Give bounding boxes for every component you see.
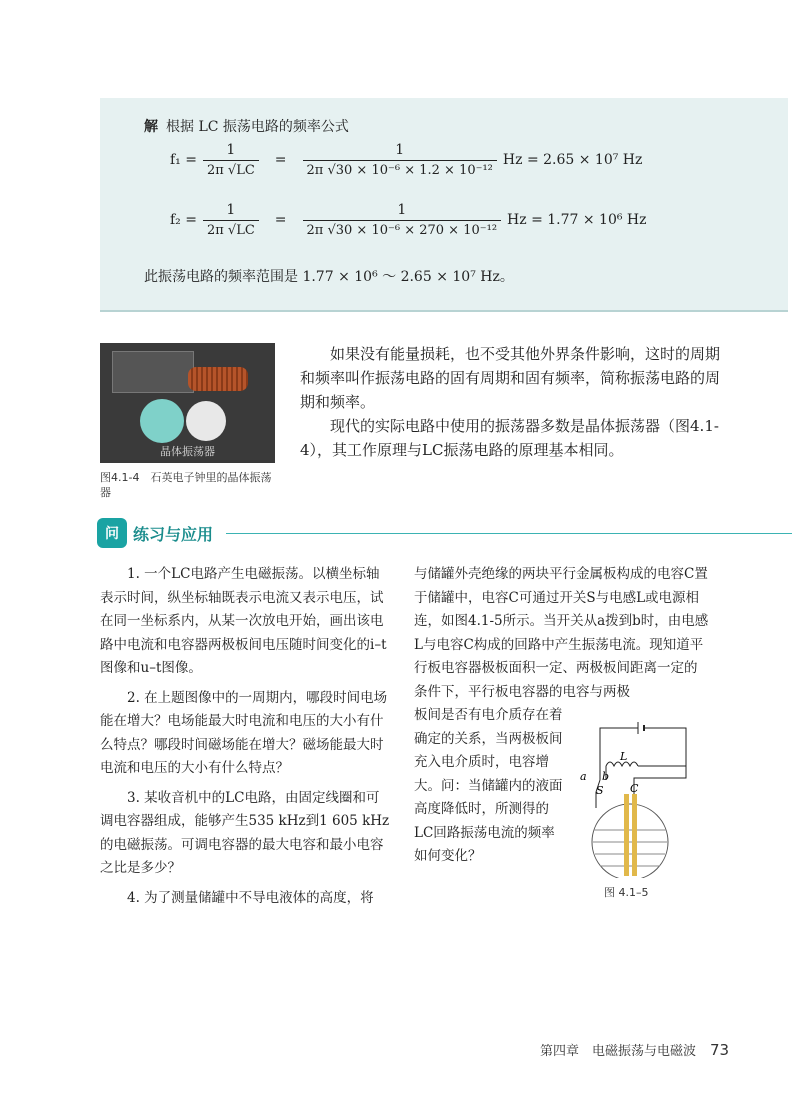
solution-intro: 解 根据 LC 振荡电路的频率公式 (144, 119, 349, 135)
exercise-header (97, 518, 213, 548)
label-s: S (596, 784, 604, 797)
equation-f2: f₂ = $\frac{1}{2\pi √LC}$ = $\frac{1}{\text{2π √30 × 10⁻⁶ × 270 × 10⁻¹²}}$ Hz = 1.77 × 10⁶ Hz (170, 202, 647, 238)
solution-box (100, 98, 788, 312)
label-b: b (602, 770, 610, 783)
frequency-range: 此振荡电路的频率范围是 1.77 × 10⁶ ～ 2.65 × 10⁷ Hz。 (144, 269, 514, 285)
figure-caption: 图4.1-4 石英电子钟里的晶体振荡器 (100, 471, 272, 499)
solution-label: 解 (144, 119, 158, 135)
figure-caption-2: 图 4.1–5 (604, 886, 649, 899)
question-4-end: 板间是否有电介质存在着确定的关系，当两极板间充入电介质时，电容增大。问：当储罐内的液面高度降低时，所测得的LC回路振荡电流的频率如何变化？ (414, 707, 563, 864)
label-a: a (580, 770, 587, 783)
divider (226, 533, 792, 534)
exercise-title: 练习与应用 (133, 524, 214, 544)
lc-circuit-diagram (560, 718, 710, 878)
question-3: 3. 某收音机中的LC电路，由固定线圈和可调电容器组成，能够产生535 kHz到1 605 kHz的电磁振荡。可调电容器的最大电容和最小电容之比是多少？ (100, 789, 390, 876)
label-c: C (630, 782, 639, 795)
label-l: L (620, 750, 628, 763)
question-2: 2. 在上题图像中的一周期内，哪段时间电场能在增大？电场能最大时电流和电压的大小有什么特点？哪段时间磁场能在增大？磁场能最大时电流和电压的大小有什么特点？ (100, 689, 388, 776)
chapter-title: 第四章 电磁振荡与电磁波 (540, 1044, 697, 1059)
question-4-continued: 与储罐外壳绝缘的两块平行金属板构成的电容C置于储罐中，电容C可通过开关S与电感L或电源相连，如图4.1-5所示。当开关从a拨到b时，由电感L与电容C构成的回路中产生振荡电流。现知道平行板电容器极板面积一定、两极板间距离一定的条件下，平行板电容器的电容与两极 (414, 566, 709, 700)
question-icon: 问 (97, 518, 127, 548)
equation-f1: f₁ = $\frac{1}{2\pi √LC}$ = $\frac{1}{\text{2π √30 × 10⁻⁶ × 1.2 × 10⁻¹²}}$ Hz = 2.65 × 10⁷ Hz (170, 142, 643, 178)
paragraph: 现代的实际电路中使用的振荡器多数是晶体振荡器（图4.1-4），其工作原理与LC振荡电路的原理基本相同。 (300, 417, 719, 459)
photo-label: 晶体振荡器 (160, 445, 215, 458)
crystal-oscillator-photo (100, 343, 275, 463)
question-1: 1. 一个LC电路产生电磁振荡。以横坐标轴表示时间，纵坐标轴既表示电流又表示电压，试在同一坐标系内，从某一次放电开始，画出该电路中电流和电容器两极板间电压随时间变化的i–t图像和u–t图像。 (100, 566, 387, 676)
paragraph: 如果没有能量损耗，也不受其他外界条件影响，这时的周期和频率叫作振荡电路的固有周期和固有频率，简称振荡电路的周期和频率。 (300, 345, 721, 411)
page-footer (540, 1040, 729, 1059)
question-4: 4. 为了测量储罐中不导电液体的高度，将 (127, 889, 374, 906)
exercise-column-left (100, 563, 390, 916)
page-number: 73 (710, 1040, 730, 1059)
